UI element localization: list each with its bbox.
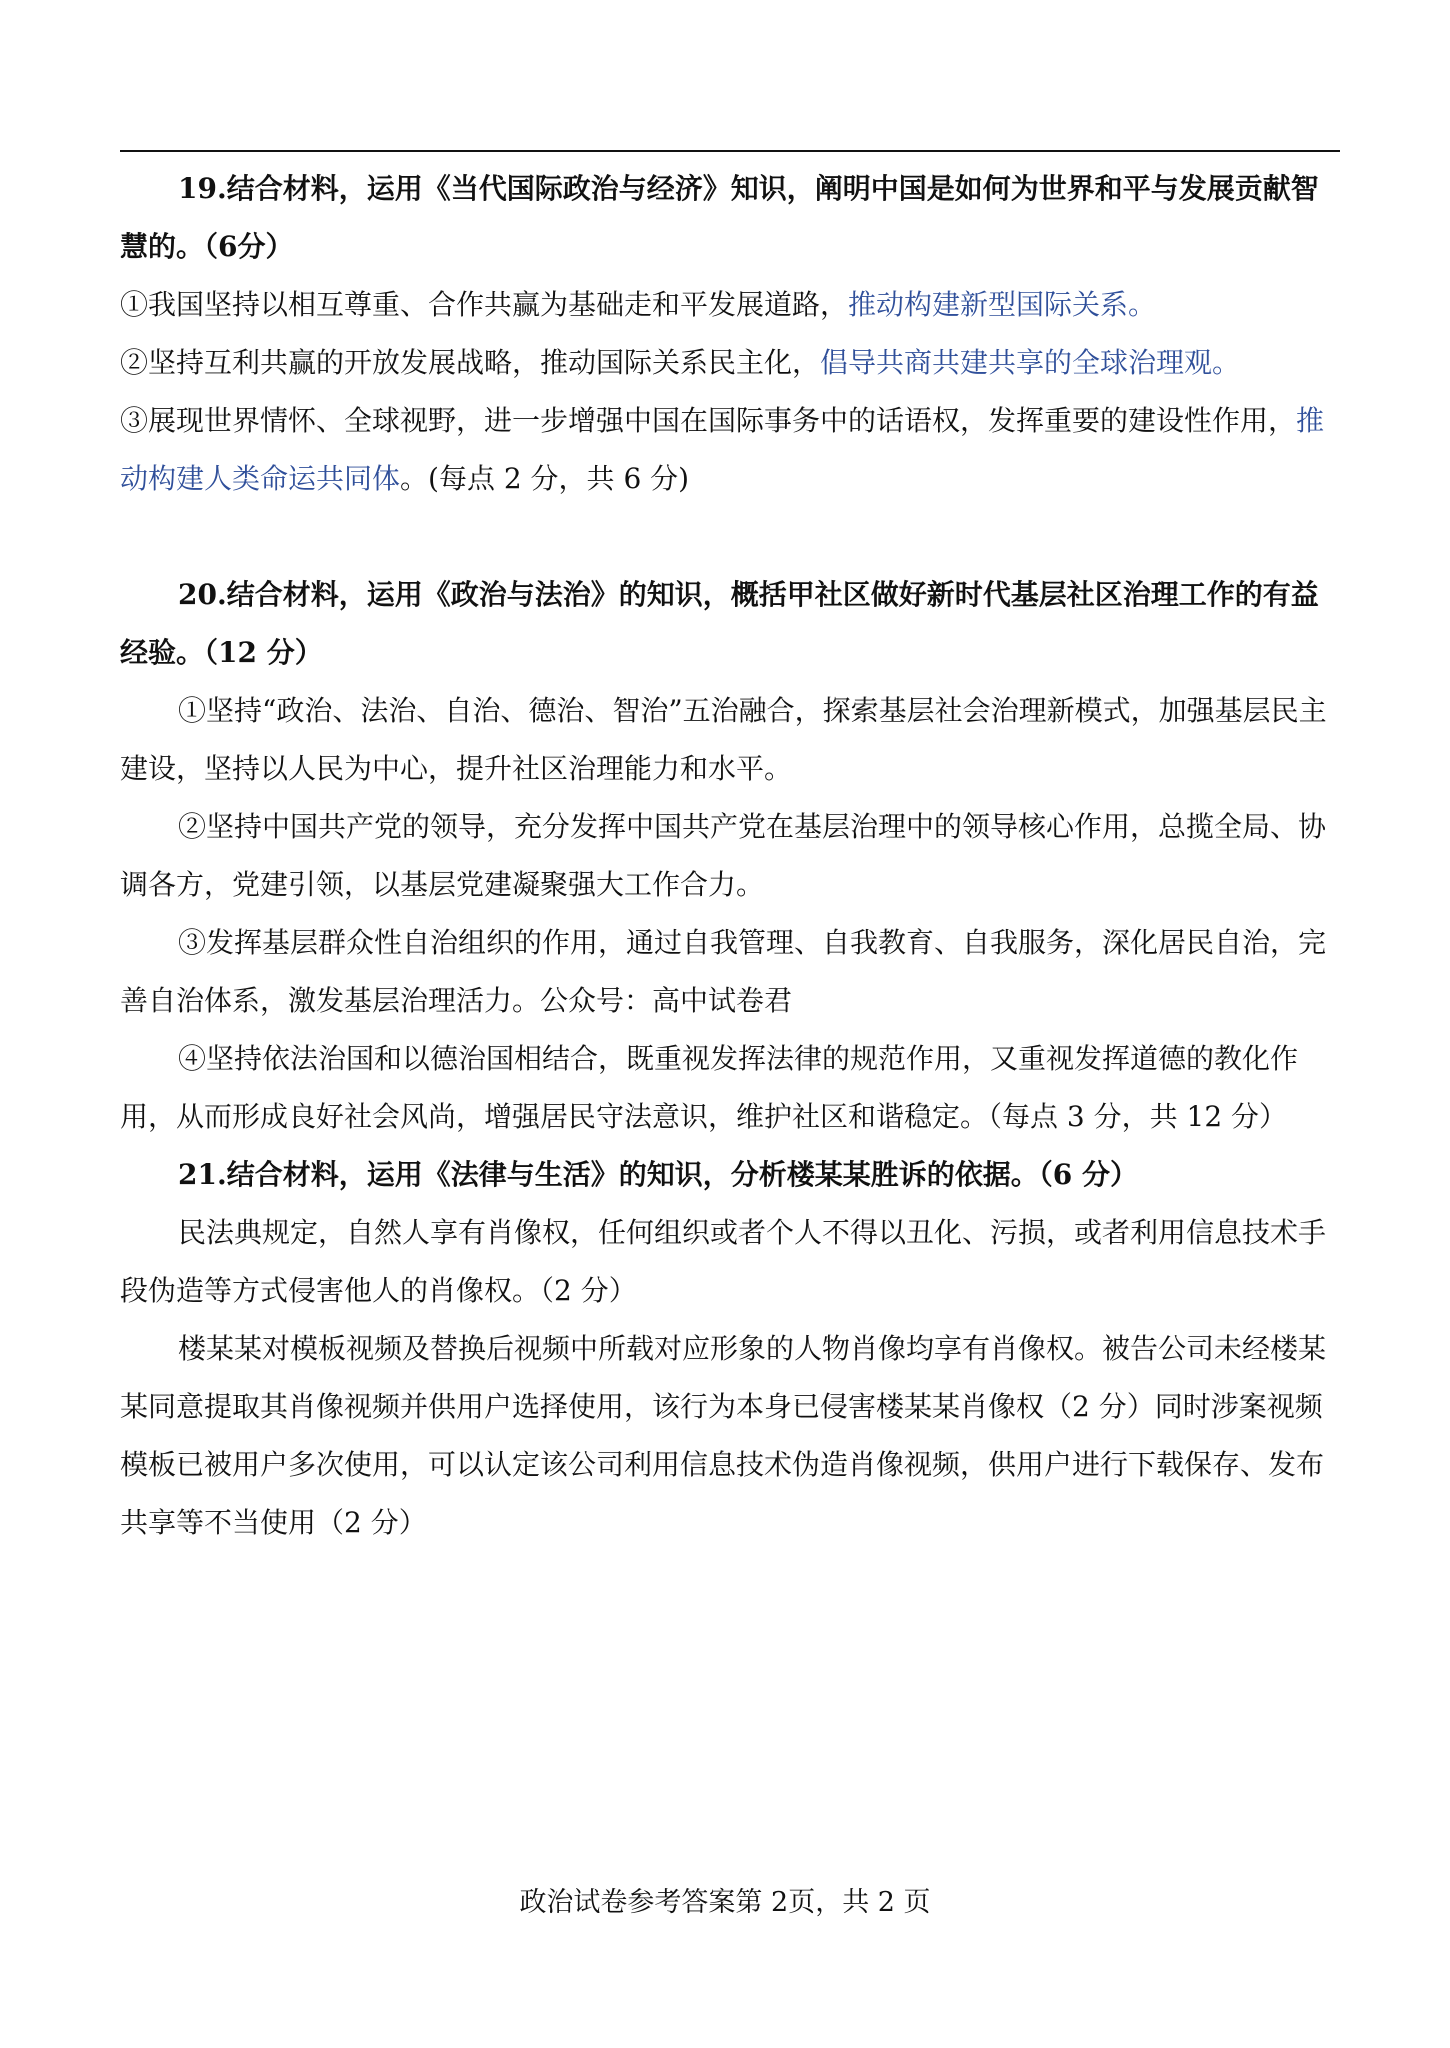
q20-point-1: ①坚持“政治、法治、自治、德治、智治”五治融合，探索基层社会治理新模式，加强基层民主建设，坚持以人民为中心，提升社区治理能力和水平。 [120, 694, 1327, 785]
q20-point-3: ③发挥基层群众性自治组织的作用，通过自我管理、自我教育、自我服务，深化居民自治，完善自治体系，激发基层治理活力。公众号：高中试卷君 [120, 926, 1327, 1017]
q19-point-1-text: ①我国坚持以相互尊重、合作共赢为基础走和平发展道路， [120, 288, 849, 321]
q19-point-3-score: 。(每点 2 分，共 6 分) [400, 462, 690, 495]
q19-point-1 [120, 276, 1340, 334]
question-19-title: 19.结合材料，运用《当代国际政治与经济》知识，阐明中国是如何为世界和平与发展贡献智慧的。（6分） [120, 172, 1319, 263]
question-20-title: 20.结合材料，运用《政治与法治》的知识，概括甲社区做好新时代基层社区治理工作的有益经验。（12 分） [120, 578, 1319, 669]
section-gap [120, 508, 1340, 566]
q19-point-2-highlight: 倡导共商共建共享的全球治理观。 [820, 346, 1241, 379]
answer-content [120, 160, 1340, 1552]
q19-point-2 [120, 334, 1340, 392]
q19-point-1-highlight: 推动构建新型国际关系。 [848, 288, 1157, 321]
header-rule [120, 150, 1340, 152]
q19-point-2-text: ②坚持互利共赢的开放发展战略，推动国际关系民主化， [120, 346, 821, 379]
q20-point-4: ④坚持依法治国和以德治国相结合，既重视发挥法律的规范作用，又重视发挥道德的教化作用，从而形成良好社会风尚，增强居民守法意识，维护社区和谐稳定。（每点 3 分，共 12 分） [120, 1042, 1299, 1133]
page-footer: 政治试卷参考答案第 2页，共 2 页 [519, 1887, 931, 1918]
q21-point-1: 民法典规定，自然人享有肖像权，任何组织或者个人不得以丑化、污损，或者利用信息技术手段伪造等方式侵害他人的肖像权。（2 分） [120, 1216, 1327, 1307]
q19-point-3 [120, 392, 1340, 508]
q21-point-2: 楼某某对模板视频及替换后视频中所载对应形象的人物肖像均享有肖像权。被告公司未经楼某某同意提取其肖像视频并供用户选择使用，该行为本身已侵害楼某某肖像权（2 分）同时涉案视频模板已被用户多次使用，可以认定该公司利用信息技术伪造肖像视频，供用户进行下载保存、发布共享等不当使用（2 分） [120, 1332, 1327, 1539]
question-21-title: 21.结合材料，运用《法律与生活》的知识，分析楼某某胜诉的依据。（6 分） [178, 1158, 1138, 1191]
q20-point-2: ②坚持中国共产党的领导，充分发挥中国共产党在基层治理中的领导核心作用，总揽全局、协调各方，党建引领，以基层党建凝聚强大工作合力。 [120, 810, 1327, 901]
q19-point-3-text: ③展现世界情怀、全球视野，进一步增强中国在国际事务中的话语权，发挥重要的建设性作用， [120, 404, 1297, 437]
q19-point-3-highlight: 推动构建人类命运共同体 [120, 404, 1325, 495]
